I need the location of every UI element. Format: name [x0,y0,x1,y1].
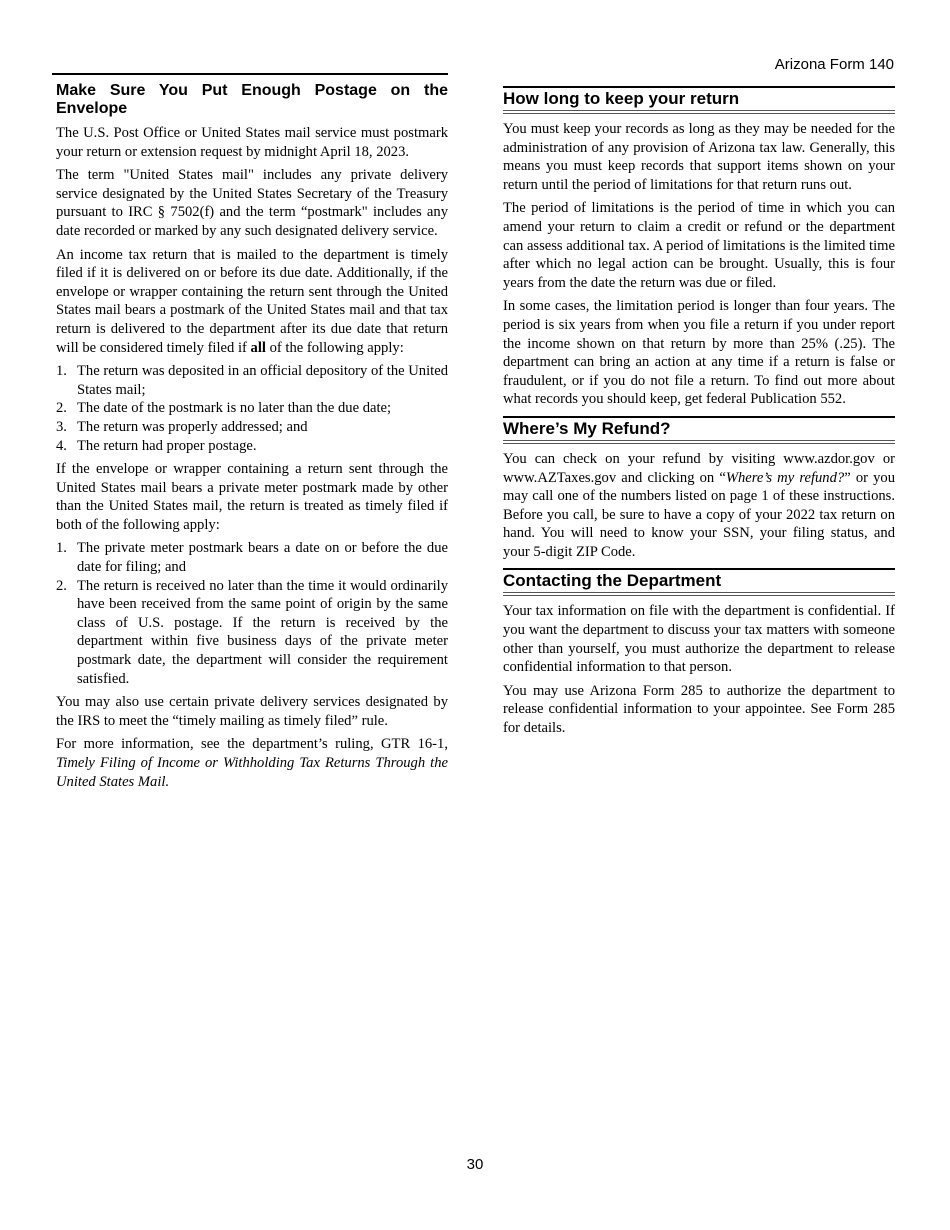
list-item: 3. The return was properly addressed; and [56,418,308,435]
private-delivery-paragraph: You may also use certain private delivery services designated by the IRS to meet the “timely mailing as timely filed” rule. [56,694,448,729]
more-info-paragraph: For more information, see the department’s ruling, GTR 16-1, Timely Filing of Income or Withholding Tax Returns Through the United States Mail. [56,736,448,790]
confidential-paragraph: Your tax information on file with the department is confidential. If you want the department to discuss your tax matters with someone other than yourself, you must authorize the department to release confidential information to that person. [503,603,895,676]
timely-filed-paragraph: An income tax return that is mailed to the department is timely filed if it is delivered on or before its due date. Additionally, if the envelope or wrapper containing the return sent through the United States mail bears a postmark of the United States mail and that tax return is delivered to the department after its due date that return will be considered timely filed if all of the following apply: [56,246,448,356]
private-meter-paragraph: If the envelope or wrapper containing a return sent through the United States mail bears a private meter postmark made by other than the United States mail, the return is treated as timely filed if both of the following apply: [56,461,448,533]
list-item: 1. The private meter postmark bears a date on or before the due date for filing; and [56,540,448,576]
wheres-my-refund-link-text: Where’s my refund? [725,469,845,486]
limitations-paragraph: The period of limitations is the period of time in which you can amend your return to claim a credit or refund or the department can assess additional tax. A period of limitations is the limited time after which no legal action can be brought. Usually, this is four years from the date the return was due or filed. [503,200,895,291]
contacting-heading: Contacting the Department [503,568,895,596]
keep-return-heading: How long to keep your return [503,86,895,114]
refund-paragraph: You can check on your refund by visiting www.azdor.gov or www.AZTaxes.gov and clicking on “Where’s my refund?” or you may call one of the numbers listed on page 1 of these instructions. Before you call, be sure to have a copy of your 2022 tax return on hand. You will need to know your SSN, your filing status, and your 5-digit ZIP Code. [503,450,896,560]
us-mail-conditions-list [56,362,448,455]
list-item: 2. The date of the postmark is no later than the due date; [56,400,392,417]
list-item: 4. The return had proper postage. [56,437,257,454]
form-name: Arizona Form 140 [774,56,894,73]
list-item: 1. The return was deposited in an official depository of the United States mail; [56,363,448,398]
postmark-paragraph: The U.S. Post Office or United States mail service must postmark your return or extension request by midnight April 18, 2023. [56,125,448,160]
list-item: 2. The return is received no later than the time it would ordinarily have been received from the same point of origin by the same class of U.S. postage. If the return is received by the department within five business days of the private meter postmark date, the department will consider the requirement satisfied. [56,577,448,687]
right-column [503,86,895,743]
longer-limitation-paragraph: In some cases, the limitation period is longer than four years. The period is six years from when you file a return if you under report the income shown on that return by more than 25% (.25). The department can bring an action at any time if a return is false or fraudulent, or if you do not file a return. To find out more about what records you should keep, get federal Publication 552. [503,298,895,408]
header-rule [52,73,448,75]
form-285-paragraph: You may use Arizona Form 285 to authorize the department to release confidential information to your appointee. See Form 285 for details. [503,682,895,737]
us-mail-definition-paragraph: The term "United States mail" includes any private delivery service designated by the United States Secretary of the Treasury pursuant to IRC § 7502(f) and the term “postmark" includes any date recorded or marked by any such designated delivery service. [56,167,448,239]
ruling-title: Timely Filing of Income or Withholding Tax Returns Through the United States Mail. [56,755,448,790]
refund-heading: Where’s My Refund? [503,416,895,444]
page-number: 30 [466,1156,484,1173]
postage-heading: Make Sure You Put Enough Postage on the Envelope [56,82,448,117]
keep-records-paragraph: You must keep your records as long as they may be needed for the administration of any provision of Arizona tax law. Generally, this means you must keep records that support items shown on your return until the period of limitations for that return runs out. [503,121,895,193]
all-emphasis: all [250,339,266,356]
left-column [56,82,448,796]
private-meter-conditions-list [56,539,448,688]
